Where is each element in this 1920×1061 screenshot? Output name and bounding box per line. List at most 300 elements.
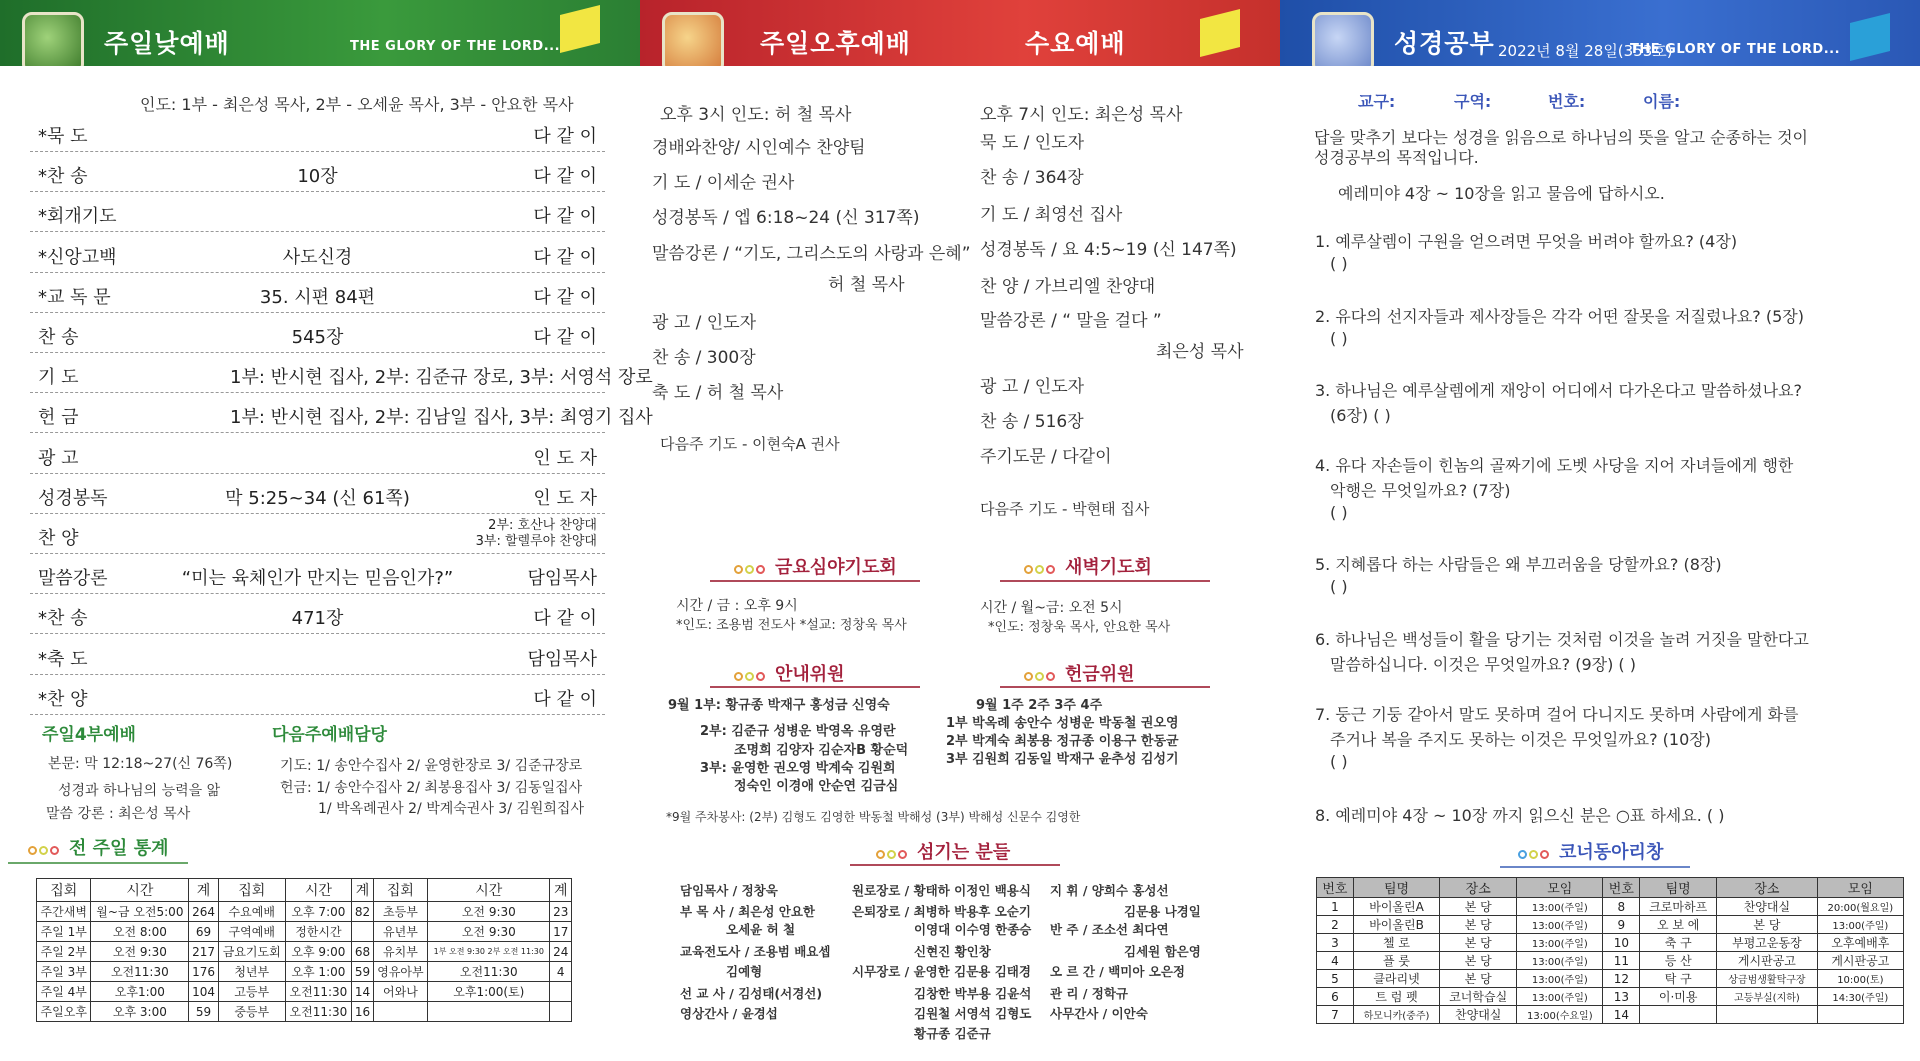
column-header: 시간 <box>285 879 352 902</box>
table-cell: 본 당 <box>1440 898 1517 916</box>
order-row <box>30 192 605 232</box>
order-item-performer: 다 같 이 <box>533 246 597 268</box>
table-cell: 10:00(토) <box>1817 970 1903 988</box>
divider <box>850 864 1060 866</box>
stats-title <box>28 834 168 860</box>
order-row <box>30 112 605 152</box>
table-row <box>1317 1006 1904 1024</box>
order-item-content: 1부: 반시현 집사, 2부: 김남일 집사, 3부: 최영기 집사 <box>230 407 653 429</box>
next-week-offering-2: 1/ 박옥례권사 2/ 박계숙권사 3/ 김원희집사 <box>318 801 584 817</box>
tagline: THE GLORY OF THE LORD... <box>350 39 561 54</box>
wednesday-line: 묵 도 / 인도자 <box>980 133 1085 153</box>
divider <box>8 862 188 864</box>
friday-title <box>734 553 897 579</box>
column-header: 시간 <box>428 879 550 902</box>
table-cell: 9 <box>1603 916 1640 934</box>
table-header <box>37 879 572 902</box>
table-cell <box>373 1002 427 1022</box>
table-cell: 10 <box>1603 934 1640 952</box>
column-header: 장소 <box>1440 878 1517 898</box>
stats-title-text: 전 주일 통계 <box>69 838 169 859</box>
table-cell <box>428 1002 550 1022</box>
order-item-label: *회개기도 <box>38 206 117 228</box>
order-item-content: 막 5:25~34 (신 61쪽) <box>225 487 410 509</box>
issue-date: 2022년 8월 28일(353호) <box>1498 42 1673 60</box>
dawn-title-text: 새벽기도회 <box>1065 557 1152 578</box>
table-cell: 등 산 <box>1640 952 1717 970</box>
guide-title-text: 안내위원 <box>775 664 845 685</box>
wednesday-line: 말씀강론 / “ 말을 걸다 ” <box>980 311 1162 331</box>
table-cell: 탁 구 <box>1640 970 1717 988</box>
instructions: 예레미야 4장 ~ 10장을 읽고 물음에 답하시오. <box>1338 184 1665 203</box>
afternoon-line: 경배와찬양/ 시인예수 찬양팀 <box>652 138 866 158</box>
table-row <box>1317 988 1904 1006</box>
servant-line: 원로장로 / 황태하 이정인 백용식 <box>852 883 1031 898</box>
table-cell: 어와나 <box>373 982 427 1002</box>
tagline: THE GLORY OF THE LORD... <box>1630 42 1841 57</box>
banner-sunday-morning <box>0 0 640 66</box>
table-cell: 주일 2부 <box>37 942 91 962</box>
table-cell: 69 <box>189 922 219 942</box>
table-cell: 오후예배후 <box>1817 934 1903 952</box>
wednesday-line: 기 도 / 최영선 집사 <box>980 205 1123 225</box>
column-header: 모임 <box>1517 878 1603 898</box>
club-title <box>1518 838 1663 864</box>
offering-line: 9월 1주 2주 3주 4주 <box>976 698 1103 713</box>
order-item-label: *신앙고백 <box>38 246 117 268</box>
intro-line-1: 답을 맞추기 보다는 성경을 읽음으로 하나님의 뜻을 알고 순종하는 것이 <box>1314 128 1808 147</box>
question-line: 악행은 무엇일까요? (7장) <box>1330 481 1511 500</box>
order-item-label: *찬 양 <box>38 688 88 710</box>
servant-line: 담임목사 / 정창욱 <box>680 883 778 898</box>
question-line: 1. 예루살렘이 구원을 얻으려면 무엇을 버려야 할까요? (4장) <box>1315 232 1738 251</box>
question-line: 주거나 복을 주지도 못하는 이것은 무엇일까요? (10장) <box>1330 730 1711 749</box>
table-cell: 오후 3:00 <box>91 1002 189 1022</box>
table-cell: 68 <box>352 942 374 962</box>
order-row <box>30 353 653 393</box>
fourth-service-title: 주일4부예배 <box>42 725 136 745</box>
table-cell: 청년부 <box>218 962 285 982</box>
wednesday-line: 최은성 목사 <box>1156 342 1244 362</box>
servant-line: 김문용 나경일 <box>1124 904 1201 919</box>
table-cell: 오전 9:30 <box>91 942 189 962</box>
table-cell: 고등부 <box>218 982 285 1002</box>
table-cell <box>1817 1006 1903 1024</box>
divider <box>710 580 920 582</box>
stats-table <box>36 878 572 1022</box>
club-title-text: 코너동아리창 <box>1559 842 1664 863</box>
question-line: 6. 하나님은 백성들이 활을 당기는 것처럼 이것을 놀려 거짓을 말한다고 <box>1315 630 1809 649</box>
table-row <box>1317 934 1904 952</box>
column-header: 시간 <box>91 879 189 902</box>
leaders-line: 인도: 1부 - 최은성 목사, 2부 - 오세윤 목사, 3부 - 안요한 목사 <box>140 95 574 114</box>
table-cell: 1부 오전 9:30 2부 오전 11:30 <box>428 942 550 962</box>
question-line: 4. 유다 자손들이 힌놈의 골짜기에 도벳 사당을 지어 자녀들에게 행한 <box>1315 456 1794 475</box>
servant-line: 김세원 함은영 <box>1124 944 1201 959</box>
wednesday-line: 성경봉독 / 요 4:5~19 (신 147쪽) <box>980 240 1237 260</box>
servant-line: 김예형 <box>726 964 763 979</box>
order-row <box>30 273 605 313</box>
order-item-performer: 다 같 이 <box>533 688 597 710</box>
question-line: ( ) <box>1330 329 1348 348</box>
order-item-content: 10장 <box>297 166 338 188</box>
servant-line: 신현진 황인창 <box>914 944 991 959</box>
table-row <box>37 962 572 982</box>
table-cell: 구역예배 <box>218 922 285 942</box>
afternoon-line: 오후 3시 인도: 허 철 목사 <box>660 105 852 125</box>
decor-square-icon <box>1850 13 1890 61</box>
wednesday-title: 수요예배 <box>1025 29 1126 58</box>
afternoon-line: 축 도 / 허 철 목사 <box>652 383 784 403</box>
order-row <box>30 152 605 192</box>
order-item-content: 사도신경 <box>282 246 353 268</box>
column-header: 집회 <box>218 879 285 902</box>
table-cell: 14 <box>352 982 374 1002</box>
parking-volunteers: *9월 주차봉사: (2부) 김형도 김영한 박동철 박해성 (3부) 박해성 신문수 김영한 <box>666 810 1081 824</box>
wednesday-line: 주기도문 / 다같이 <box>980 447 1112 467</box>
guide-line: 2부: 김준규 성병운 박영옥 유영란 <box>700 724 896 739</box>
guide-line: 정숙인 이경애 안순연 김금심 <box>734 779 899 794</box>
column-header: 집회 <box>37 879 91 902</box>
praise-logo-icon <box>22 12 84 66</box>
next-week-prayer: 기도: 1/ 송안수집사 2/ 윤영한장로 3/ 김준규장로 <box>280 758 583 774</box>
order-item-content: 1부: 반시현 집사, 2부: 김준규 장로, 3부: 서영석 장로 <box>230 367 653 389</box>
table-cell <box>1640 1006 1717 1024</box>
order-row <box>30 554 605 594</box>
table-cell: 104 <box>189 982 219 1002</box>
food-logo-icon <box>662 12 724 66</box>
order-row <box>30 514 605 554</box>
offering-line: 3부 김원희 김동일 박재구 윤추성 김성기 <box>946 752 1179 767</box>
order-row <box>30 675 605 715</box>
table-cell: 14 <box>1603 1006 1640 1024</box>
table-cell: 3 <box>1317 934 1354 952</box>
servant-line: 오세윤 허 철 <box>726 922 796 937</box>
order-item-performer: 담임목사 <box>527 568 597 590</box>
servant-line: 황규종 김준규 <box>914 1026 991 1041</box>
table-cell <box>550 1002 572 1022</box>
table-row <box>37 1002 572 1022</box>
order-row <box>30 393 653 433</box>
question-line: 8. 예레미야 4장 ~ 10장 까지 읽으신 분은 ○표 하세요. ( ) <box>1315 806 1725 825</box>
order-item-performer: 인 도 자 <box>533 487 597 509</box>
table-cell: 축 구 <box>1640 934 1717 952</box>
table-cell: 20:00(월요일) <box>1817 898 1903 916</box>
table-cell: 13 <box>1603 988 1640 1006</box>
afternoon-line: 말씀강론 / “기도, 그리스도의 사랑과 은혜” <box>652 244 971 264</box>
order-item-performer: 담임목사 <box>527 648 597 670</box>
table-row <box>37 902 572 922</box>
guide-line: 조명희 김양자 김순자B 황순덕 <box>734 743 909 758</box>
sunday-afternoon-title: 주일오후예배 <box>760 29 911 58</box>
question-line: 말씀하십니다. 이것은 무엇일까요? (9장) ( ) <box>1330 655 1636 674</box>
order-row <box>30 635 605 675</box>
table-cell: 7 <box>1317 1006 1354 1024</box>
banner-bible-study <box>1280 0 1920 66</box>
order-item-performer: 2부: 호산나 찬양대 3부: 할렐루야 찬양대 <box>475 518 597 549</box>
table-cell: 13:00(주일) <box>1517 988 1603 1006</box>
table-cell: 8 <box>1603 898 1640 916</box>
order-item-label: 헌 금 <box>38 407 79 429</box>
table-cell: 코너학습실 <box>1440 988 1517 1006</box>
next-week-title: 다음주예배담당 <box>272 725 387 745</box>
table-cell: 217 <box>189 942 219 962</box>
fourth-service-theme: 성경과 하나님의 능력을 앎 <box>58 783 221 799</box>
table-cell: 클라리넷 <box>1353 970 1439 988</box>
table-cell: 영유아부 <box>373 962 427 982</box>
wednesday-line: 다음주 기도 - 박현태 집사 <box>980 500 1150 518</box>
table-cell: 부평고운동장 <box>1717 934 1818 952</box>
servants-title <box>876 838 1010 864</box>
table-cell: 월~금 오전5:00 <box>91 902 189 922</box>
divider <box>710 686 920 688</box>
table-cell: 오후 9:00 <box>285 942 352 962</box>
table-cell: 59 <box>189 1002 219 1022</box>
servants-title-text: 섬기는 분들 <box>917 842 1011 863</box>
info-field: 교구: <box>1358 92 1396 111</box>
table-cell: 주간새벽 <box>37 902 91 922</box>
afternoon-line: 기 도 / 이세순 권사 <box>652 173 795 193</box>
table-cell: 오전11:30 <box>91 962 189 982</box>
column-header: 집회 <box>373 879 427 902</box>
question-line: ( ) <box>1330 752 1348 771</box>
table-row <box>1317 952 1904 970</box>
table-cell: 오후 1:00 <box>285 962 352 982</box>
order-item-content: 471장 <box>291 608 344 630</box>
table-cell: 주일오후 <box>37 1002 91 1022</box>
table-cell: 11 <box>1603 952 1640 970</box>
afternoon-line: 찬 송 / 300장 <box>652 348 756 368</box>
table-cell: 금요기도회 <box>218 942 285 962</box>
table-cell: 13:00(주일) <box>1517 916 1603 934</box>
table-cell: 초등부 <box>373 902 427 922</box>
banner-sunday-afternoon <box>640 0 1280 66</box>
afternoon-line: 성경봉독 / 엡 6:18~24 (신 317쪽) <box>652 208 920 228</box>
table-cell: 17 <box>550 922 572 942</box>
servant-line: 관 리 / 정학규 <box>1050 986 1128 1001</box>
table-cell: 본 당 <box>1717 916 1818 934</box>
order-item-label: 기 도 <box>38 367 79 389</box>
servant-line: 은퇴장로 / 최병하 박용후 오순기 <box>852 904 1031 919</box>
info-field: 이름: <box>1643 92 1681 111</box>
order-row <box>30 594 605 634</box>
table-cell: 주일 4부 <box>37 982 91 1002</box>
column-header: 장소 <box>1717 878 1818 898</box>
table-cell: 찬양대실 <box>1717 898 1818 916</box>
friday-leaders: *인도: 조용범 전도사 *설교: 정창욱 목사 <box>676 618 907 633</box>
table-cell: 오전 9:30 <box>428 902 550 922</box>
dots-icon <box>734 665 767 686</box>
order-item-content: 35. 시편 84편 <box>259 286 376 308</box>
table-cell: 바이올린B <box>1353 916 1439 934</box>
table-cell: 13:00(주일) <box>1817 916 1903 934</box>
divider <box>1000 686 1210 688</box>
dawn-leaders: *인도: 정창욱 목사, 안요한 목사 <box>988 620 1171 635</box>
wednesday-line: 찬 송 / 516장 <box>980 412 1084 432</box>
table-cell: 본 당 <box>1440 952 1517 970</box>
order-row <box>30 313 605 353</box>
table-cell: 4 <box>550 962 572 982</box>
wednesday-line: 찬 양 / 가브리엘 찬양대 <box>980 277 1156 297</box>
divider <box>1500 866 1690 868</box>
table-cell: 오후1:00(토) <box>428 982 550 1002</box>
servant-line: 부 목 사 / 최은성 안요한 <box>680 904 815 919</box>
question-line: (6장) ( ) <box>1330 406 1391 425</box>
table-cell: 오전11:30 <box>285 982 352 1002</box>
question-line: ( ) <box>1330 503 1348 522</box>
table-cell <box>1717 1006 1818 1024</box>
flower-logo-icon <box>1312 12 1374 66</box>
decor-square-icon <box>560 5 600 53</box>
table-cell: 게시판공고 <box>1817 952 1903 970</box>
table-cell: 14:30(주일) <box>1817 988 1903 1006</box>
table-cell: 12 <box>1603 970 1640 988</box>
servant-line: 이영대 이수영 한종승 <box>914 922 1032 937</box>
order-item-label: *묵 도 <box>38 126 88 147</box>
table-cell: 13:00(주일) <box>1517 934 1603 952</box>
fourth-service-text: 본문: 막 12:18~27(신 76쪽) <box>48 756 233 772</box>
question-line: 2. 유다의 선지자들과 제사장들은 각각 어떤 잘못을 저질렀나요? (5장) <box>1315 307 1804 326</box>
table-cell: 1 <box>1317 898 1354 916</box>
table-cell: 오전11:30 <box>428 962 550 982</box>
column-header: 계 <box>189 879 219 902</box>
table-cell: 2 <box>1317 916 1354 934</box>
table-cell: 264 <box>189 902 219 922</box>
table-cell: 본 당 <box>1440 934 1517 952</box>
order-item-performer: 다 같 이 <box>533 327 597 348</box>
order-item-label: 말씀강론 <box>38 568 108 590</box>
bible-study-title: 성경공부 <box>1394 29 1495 58</box>
table-cell: 오전 8:00 <box>91 922 189 942</box>
table-cell: 13:00(주일) <box>1517 952 1603 970</box>
table-cell: 주일 1부 <box>37 922 91 942</box>
table-cell: 82 <box>352 902 374 922</box>
order-item-label: 찬 송 <box>38 327 79 348</box>
table-cell: 유치부 <box>373 942 427 962</box>
order-item-performer: 인 도 자 <box>533 447 597 469</box>
servant-line: 선 교 사 / 김성태(서경선) <box>680 986 823 1001</box>
order-row <box>30 434 605 474</box>
order-item-content: 545장 <box>291 327 344 348</box>
table-cell: 상금범생활탁구장 <box>1717 970 1818 988</box>
order-item-label: 광 고 <box>38 447 79 469</box>
decor-square-icon <box>1200 9 1240 57</box>
question-line: 5. 지혜롭다 하는 사람들은 왜 부끄러움을 당할까요? (8장) <box>1315 555 1722 574</box>
question-line: ( ) <box>1330 577 1348 596</box>
guide-line: 3부: 윤영한 권오영 박계숙 김원희 <box>700 761 896 776</box>
table-cell: 수요예배 <box>218 902 285 922</box>
guide-title <box>734 660 845 686</box>
column-header: 번호 <box>1317 878 1354 898</box>
order-item-performer: 다 같 이 <box>533 166 597 188</box>
servant-line: 영상간사 / 윤경섭 <box>680 1006 778 1021</box>
wednesday-line: 광 고 / 인도자 <box>980 377 1085 397</box>
table-cell: 오전11:30 <box>285 1002 352 1022</box>
order-item-label: *찬 송 <box>38 608 88 630</box>
dawn-title <box>1024 553 1152 579</box>
next-week-offering: 헌금: 1/ 송안수집사 2/ 최봉용집사 3/ 김동일집사 <box>280 780 583 796</box>
dawn-time: 시간 / 월~금: 오전 5시 <box>980 600 1123 616</box>
question-line: 7. 둥근 기둥 같아서 말도 못하며 걸어 다니지도 못하며 사람에게 화를 <box>1315 705 1799 724</box>
table-cell: 주일 3부 <box>37 962 91 982</box>
table-cell: 중등부 <box>218 1002 285 1022</box>
order-item-label: 찬 양 <box>38 528 79 549</box>
afternoon-line: 허 철 목사 <box>828 275 905 295</box>
table-cell: 24 <box>550 942 572 962</box>
table-cell: 유년부 <box>373 922 427 942</box>
table-row <box>37 982 572 1002</box>
column-header: 계 <box>352 879 374 902</box>
table-cell: 13:00(주일) <box>1517 898 1603 916</box>
table-cell: 게시판공고 <box>1717 952 1818 970</box>
order-row <box>30 233 605 273</box>
table-cell: 본 당 <box>1440 916 1517 934</box>
order-item-performer: 다 같 이 <box>533 206 597 228</box>
question-line: 3. 하나님은 예루살렘에게 재앙이 어디에서 다가온다고 말씀하셨나요? <box>1315 381 1803 400</box>
friday-time: 시간 / 금 : 오후 9시 <box>676 598 798 614</box>
table-cell: 16 <box>352 1002 374 1022</box>
afternoon-line: 광 고 / 인도자 <box>652 313 757 333</box>
order-row <box>30 474 605 514</box>
dots-icon <box>1518 843 1551 864</box>
column-header: 계 <box>550 879 572 902</box>
table-cell: 본 당 <box>1440 970 1517 988</box>
servant-line: 오 르 간 / 백미아 오은정 <box>1050 964 1185 979</box>
table-cell: 트 럼 펫 <box>1353 988 1439 1006</box>
servant-line: 사무간사 / 이안숙 <box>1050 1006 1148 1021</box>
table-row <box>1317 916 1904 934</box>
order-item-label: *축 도 <box>38 648 88 670</box>
servant-line: 반 주 / 조소선 최다연 <box>1050 922 1169 937</box>
club-table <box>1316 877 1904 1024</box>
table-cell: 5 <box>1317 970 1354 988</box>
table-cell: 13:00(주일) <box>1517 970 1603 988</box>
table-cell <box>352 922 374 942</box>
table-row <box>37 922 572 942</box>
table-cell: 오후1:00 <box>91 982 189 1002</box>
table-cell: 오전 9:30 <box>428 922 550 942</box>
info-field: 구역: <box>1454 92 1492 111</box>
table-cell: 하모니카(중주) <box>1353 1006 1439 1024</box>
table-cell: 4 <box>1317 952 1354 970</box>
table-cell: 고등부실(지하) <box>1717 988 1818 1006</box>
column-header: 팀명 <box>1353 878 1439 898</box>
servant-line: 교육전도사 / 조용범 배요셉 <box>680 944 831 959</box>
table-cell: 오후 7:00 <box>285 902 352 922</box>
column-header: 팀명 <box>1640 878 1717 898</box>
info-field: 번호: <box>1548 92 1586 111</box>
dots-icon <box>734 558 767 579</box>
intro-line-2: 성경공부의 목적입니다. <box>1314 148 1479 167</box>
table-cell <box>550 982 572 1002</box>
table-cell: 첼 로 <box>1353 934 1439 952</box>
table-cell: 찬양대실 <box>1440 1006 1517 1024</box>
offering-line: 2부 박계숙 최봉용 정규종 이용구 한동균 <box>946 734 1179 749</box>
table-cell: 바이올린A <box>1353 898 1439 916</box>
servant-line: 시무장로 / 윤영한 김문용 김태경 <box>852 964 1031 979</box>
servant-line: 김창한 박부용 김윤석 <box>914 986 1032 1001</box>
table-row <box>1317 898 1904 916</box>
fourth-service-preacher: 말씀 강론 : 최은성 목사 <box>46 806 191 822</box>
dots-icon <box>1024 558 1057 579</box>
table-cell: 176 <box>189 962 219 982</box>
dots-icon <box>1024 665 1057 686</box>
table-cell: 13:00(수요일) <box>1517 1006 1603 1024</box>
table-header <box>1317 878 1904 898</box>
order-item-performer: 다 같 이 <box>533 608 597 630</box>
order-item-content: “미는 육체인가 만지는 믿음인가?” <box>181 568 454 590</box>
table-row <box>1317 970 1904 988</box>
